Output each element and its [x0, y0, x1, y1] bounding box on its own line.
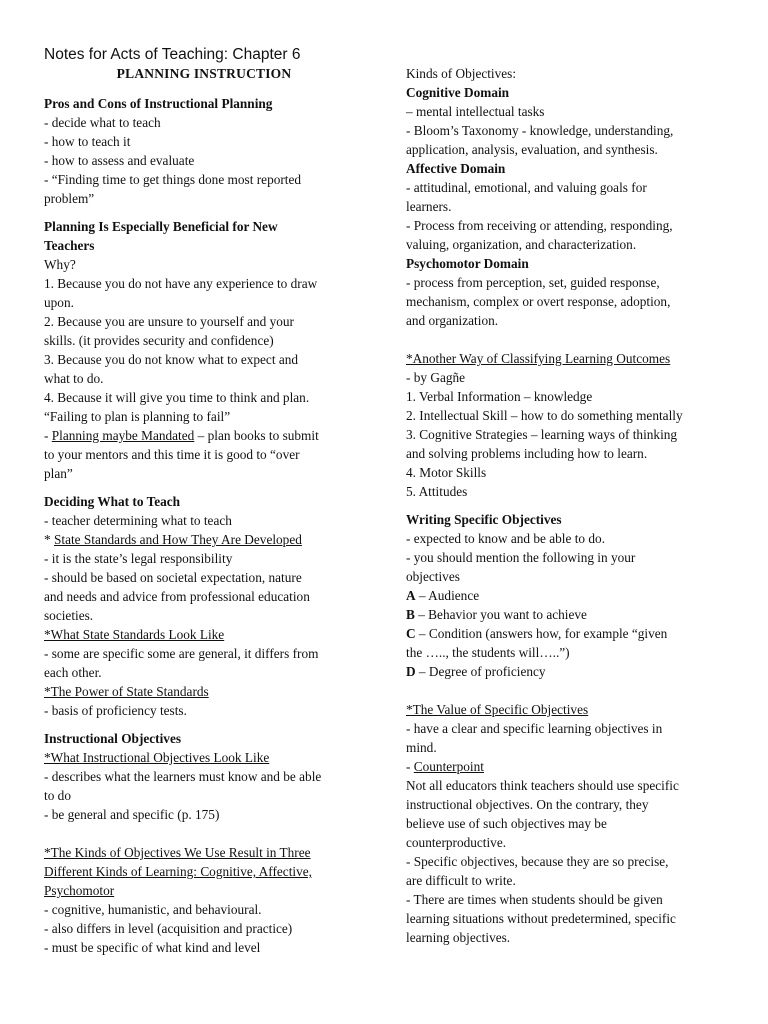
text-line: skills. (it provides security and confidence): [44, 333, 274, 348]
subheading-kinds-objectives-end: Psychomotor: [44, 883, 115, 898]
text-line: objectives: [406, 569, 460, 584]
list-item: - teacher determining what to teach: [44, 513, 232, 528]
list-item: - basis of proficiency tests.: [44, 703, 187, 718]
text-line: - have a clear and specific learning objectives in: [406, 721, 663, 736]
section-heading-deciding: Deciding What to Teach: [44, 494, 181, 509]
subheading-value-objectives: *The Value of Specific Objectives: [406, 702, 589, 717]
spacer: [406, 330, 724, 349]
text-line: learning objectives.: [406, 930, 511, 945]
document-subtitle: PLANNING INSTRUCTION: [116, 66, 292, 81]
text-line: 4. Because it will give you time to think and plan.: [44, 390, 310, 405]
abcd-letter: A: [406, 588, 416, 603]
text-line: believe use of such objectives may be: [406, 816, 607, 831]
text-line: 1. Because you do not have any experience to draw: [44, 276, 318, 291]
document-title: Notes for Acts of Teaching: Chapter 6: [44, 46, 301, 63]
abcd-letter: B: [406, 607, 415, 622]
section-heading-psychomotor: Psychomotor Domain: [406, 256, 529, 271]
text-line: - process from perception, set, guided response,: [406, 275, 660, 290]
list-item: and needs and advice from professional education: [44, 589, 310, 604]
kinds-intro: Kinds of Objectives:: [406, 66, 517, 81]
text-line: what to do.: [44, 371, 104, 386]
section-heading-writing: Writing Specific Objectives: [406, 512, 562, 527]
list-item: - some are specific some are general, it differs from: [44, 646, 319, 661]
list-item: and solving problems including how to learn.: [406, 446, 648, 461]
mandated-rest: – plan books to submit: [194, 428, 319, 443]
mandated-term: Planning maybe Mandated: [51, 428, 195, 443]
text-line: - There are times when students should be given: [406, 892, 663, 907]
text-line: counterproductive.: [406, 835, 507, 850]
section-heading-pros-cons: Pros and Cons of Instructional Planning: [44, 96, 273, 111]
list-item: - must be specific of what kind and level: [44, 940, 261, 955]
list-item: - describes what the learners must know and be able: [44, 769, 322, 784]
abcd-text: – Behavior you want to achieve: [414, 607, 587, 622]
section-heading-beneficial: Planning Is Especially Beneficial for New: [44, 219, 278, 234]
spacer: [44, 483, 364, 492]
text-line: upon.: [44, 295, 74, 310]
counterpoint-prefix: -: [406, 759, 414, 774]
text-line: - Specific objectives, because they are so precise,: [406, 854, 669, 869]
subheading-power-standards: *The Power of State Standards: [44, 684, 209, 699]
abcd-letter: C: [406, 626, 416, 641]
abcd-text: – Audience: [415, 588, 480, 603]
text-line: - expected to know and be able to do.: [406, 531, 606, 546]
text-line: application, analysis, evaluation, and synthesis.: [406, 142, 658, 157]
list-item: - by Gagñe: [406, 370, 466, 385]
counterpoint-term: Counterpoint: [413, 759, 484, 774]
text-line: - attitudinal, emotional, and valuing goals for: [406, 180, 647, 195]
spacer: [406, 501, 724, 510]
abcd-item: [406, 605, 724, 624]
quote-line: “Failing to plan is planning to fail”: [44, 409, 231, 424]
list-item: 3. Cognitive Strategies – learning ways of thinking: [406, 427, 678, 442]
list-item: societies.: [44, 608, 94, 623]
abcd-text: – Degree of proficiency: [415, 664, 546, 679]
spacer: [44, 720, 364, 729]
section-heading-cognitive: Cognitive Domain: [406, 85, 510, 100]
list-item: - “Finding time to get things done most reported: [44, 172, 302, 187]
list-item: 5. Attitudes: [406, 484, 468, 499]
subheading-state-standards: [44, 530, 364, 549]
text-line: learners.: [406, 199, 452, 214]
left-flow: [44, 94, 364, 957]
subheading-kinds-objectives: *The Kinds of Objectives We Use Result in Three: [44, 845, 311, 860]
list-item: - should be based on societal expectation, nature: [44, 570, 302, 585]
list-item: - also differs in level (acquisition and practice): [44, 921, 293, 936]
list-item: to do: [44, 788, 71, 803]
section-heading-affective: Affective Domain: [406, 161, 506, 176]
text-line: - Process from receiving or attending, responding,: [406, 218, 673, 233]
right-flow: [406, 64, 724, 947]
text-line: mechanism, complex or overt response, adoption,: [406, 294, 671, 309]
text-line: and organization.: [406, 313, 499, 328]
subheading-another-way: *Another Way of Classifying Learning Outcomes: [406, 351, 671, 366]
list-item: 1. Verbal Information – knowledge: [406, 389, 593, 404]
mandated-line: [44, 426, 364, 445]
abcd-text: – Condition (answers how, for example “given: [415, 626, 668, 641]
mandated-prefix: -: [44, 428, 52, 443]
list-item: - decide what to teach: [44, 115, 161, 130]
list-item: each other.: [44, 665, 102, 680]
list-item: - how to assess and evaluate: [44, 153, 195, 168]
list-item: - be general and specific (p. 175): [44, 807, 220, 822]
text-line: valuing, organization, and characterization.: [406, 237, 637, 252]
spacer: [44, 208, 364, 217]
section-heading-instructional: Instructional Objectives: [44, 731, 182, 746]
section-heading-beneficial-cont: Teachers: [44, 238, 95, 253]
abcd-item: [406, 662, 724, 681]
subheading-objectives-look: *What Instructional Objectives Look Like: [44, 750, 270, 765]
subheading-kinds-objectives-cont: Different Kinds of Learning: Cognitive, Affective,: [44, 864, 312, 879]
list-item: problem”: [44, 191, 95, 206]
text-line: – mental intellectual tasks: [406, 104, 545, 119]
abcd-item: [406, 624, 724, 643]
subheading-standards-look: *What State Standards Look Like: [44, 627, 225, 642]
spacer: [44, 824, 364, 843]
text-line: plan”: [44, 466, 73, 481]
text-line: mind.: [406, 740, 437, 755]
text-line: to your mentors and this time it is good to “over: [44, 447, 300, 462]
list-item: - how to teach it: [44, 134, 131, 149]
list-item: - it is the state’s legal responsibility: [44, 551, 233, 566]
spacer: [406, 681, 724, 700]
text-line: 2. Because you are unsure to yourself and your: [44, 314, 294, 329]
abcd-letter: D: [406, 664, 416, 679]
text-line: learning situations without predetermined, specific: [406, 911, 676, 926]
subheading-prefix: *: [44, 532, 54, 547]
subheading-text: State Standards and How They Are Developed: [53, 532, 302, 547]
text-line: the ….., the students will…..”): [406, 645, 570, 660]
list-item: 4. Motor Skills: [406, 465, 487, 480]
text-line: instructional objectives. On the contrary, they: [406, 797, 649, 812]
text-line: are difficult to write.: [406, 873, 516, 888]
abcd-item: [406, 586, 724, 605]
text-line: 3. Because you do not know what to expect and: [44, 352, 299, 367]
list-item: - cognitive, humanistic, and behavioural.: [44, 902, 262, 917]
counterpoint-line: [406, 757, 724, 776]
text-line: - Bloom’s Taxonomy - knowledge, understanding,: [406, 123, 674, 138]
list-item: 2. Intellectual Skill – how to do something mentally: [406, 408, 683, 423]
text-line: Not all educators think teachers should use specific: [406, 778, 679, 793]
text-line: - you should mention the following in your: [406, 550, 636, 565]
text-line: Why?: [44, 257, 76, 272]
